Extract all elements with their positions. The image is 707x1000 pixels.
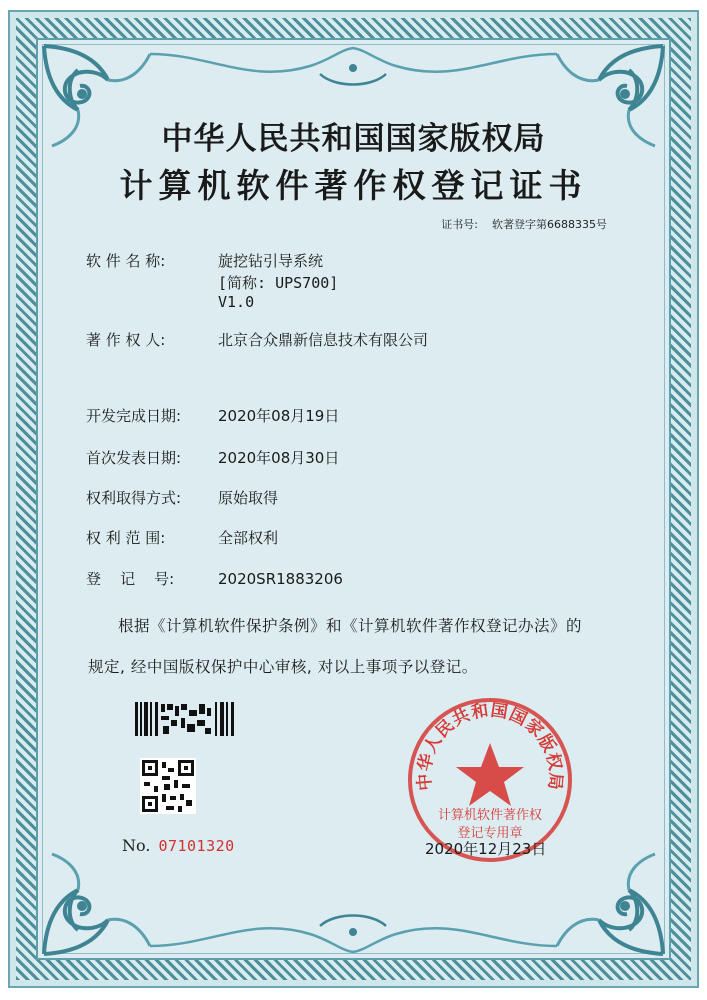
certificate-number-label: 证书号: bbox=[441, 218, 478, 231]
issuer-title: 中华人民共和国国家版权局 bbox=[161, 121, 546, 157]
acquisition-method-value: 原始取得 bbox=[218, 489, 279, 507]
seal-line-1: 计算机软件著作权 bbox=[437, 808, 543, 823]
software-name-value: 旋挖钻引导系统 bbox=[218, 252, 324, 270]
statement-line-1: 根据《计算机软件保护条例》和《计算机软件著作权登记办法》的 bbox=[118, 617, 583, 635]
top-scroll-ornament-icon bbox=[150, 44, 557, 104]
registration-no-row bbox=[86, 568, 343, 589]
certificate-title: 计算机软件著作权登记证书 bbox=[119, 166, 588, 205]
certificate-number bbox=[441, 216, 607, 232]
serial-label: No. bbox=[122, 836, 151, 855]
serial-value: 07101320 bbox=[158, 837, 235, 855]
serial-number bbox=[122, 836, 235, 855]
certificate-number-value: 软著登字第6688335号 bbox=[492, 218, 607, 231]
registration-no-value: 2020SR1883206 bbox=[218, 570, 343, 588]
copyright-holder-row bbox=[86, 329, 428, 350]
first-publish-date-label: 首次发表日期: bbox=[86, 449, 182, 467]
software-short-name: [简称: UPS700] bbox=[218, 274, 339, 292]
acquisition-method-label: 权利取得方式: bbox=[86, 489, 182, 507]
rights-scope-label: 权 利 范 围: bbox=[86, 529, 166, 547]
barcode-icon bbox=[135, 702, 237, 736]
first-publish-date-value: 2020年08月30日 bbox=[218, 449, 340, 467]
copyright-holder-value: 北京合众鼎新信息技术有限公司 bbox=[218, 331, 429, 349]
dev-completion-date-value: 2020年08月19日 bbox=[218, 407, 340, 425]
issue-date: 2020年12月23日 bbox=[425, 840, 547, 858]
acquisition-method-row bbox=[86, 487, 278, 508]
registration-no-label: 登 记 号: bbox=[86, 570, 175, 588]
copyright-holder-label: 著 作 权 人: bbox=[86, 331, 166, 349]
qr-code-icon bbox=[140, 758, 196, 814]
seal-arc-text: 中华人民共和国国家版权局 bbox=[414, 700, 566, 792]
rights-scope-row bbox=[86, 527, 278, 548]
software-name-label: 软 件 名 称: bbox=[86, 252, 166, 270]
bottom-scroll-ornament-icon bbox=[150, 896, 557, 956]
software-name-row bbox=[86, 250, 323, 271]
seal-line-2: 登记专用章 bbox=[457, 826, 523, 841]
first-publish-date-row bbox=[86, 447, 339, 468]
dev-completion-date-row bbox=[86, 405, 339, 426]
statement-line-2: 规定, 经中国版权保护中心审核, 对以上事项予以登记。 bbox=[88, 658, 478, 676]
corner-ornament-icon bbox=[549, 850, 669, 960]
software-version: V1.0 bbox=[218, 293, 255, 311]
corner-ornament-icon bbox=[38, 850, 158, 960]
dev-completion-date-label: 开发完成日期: bbox=[86, 407, 182, 425]
rights-scope-value: 全部权利 bbox=[218, 529, 279, 547]
